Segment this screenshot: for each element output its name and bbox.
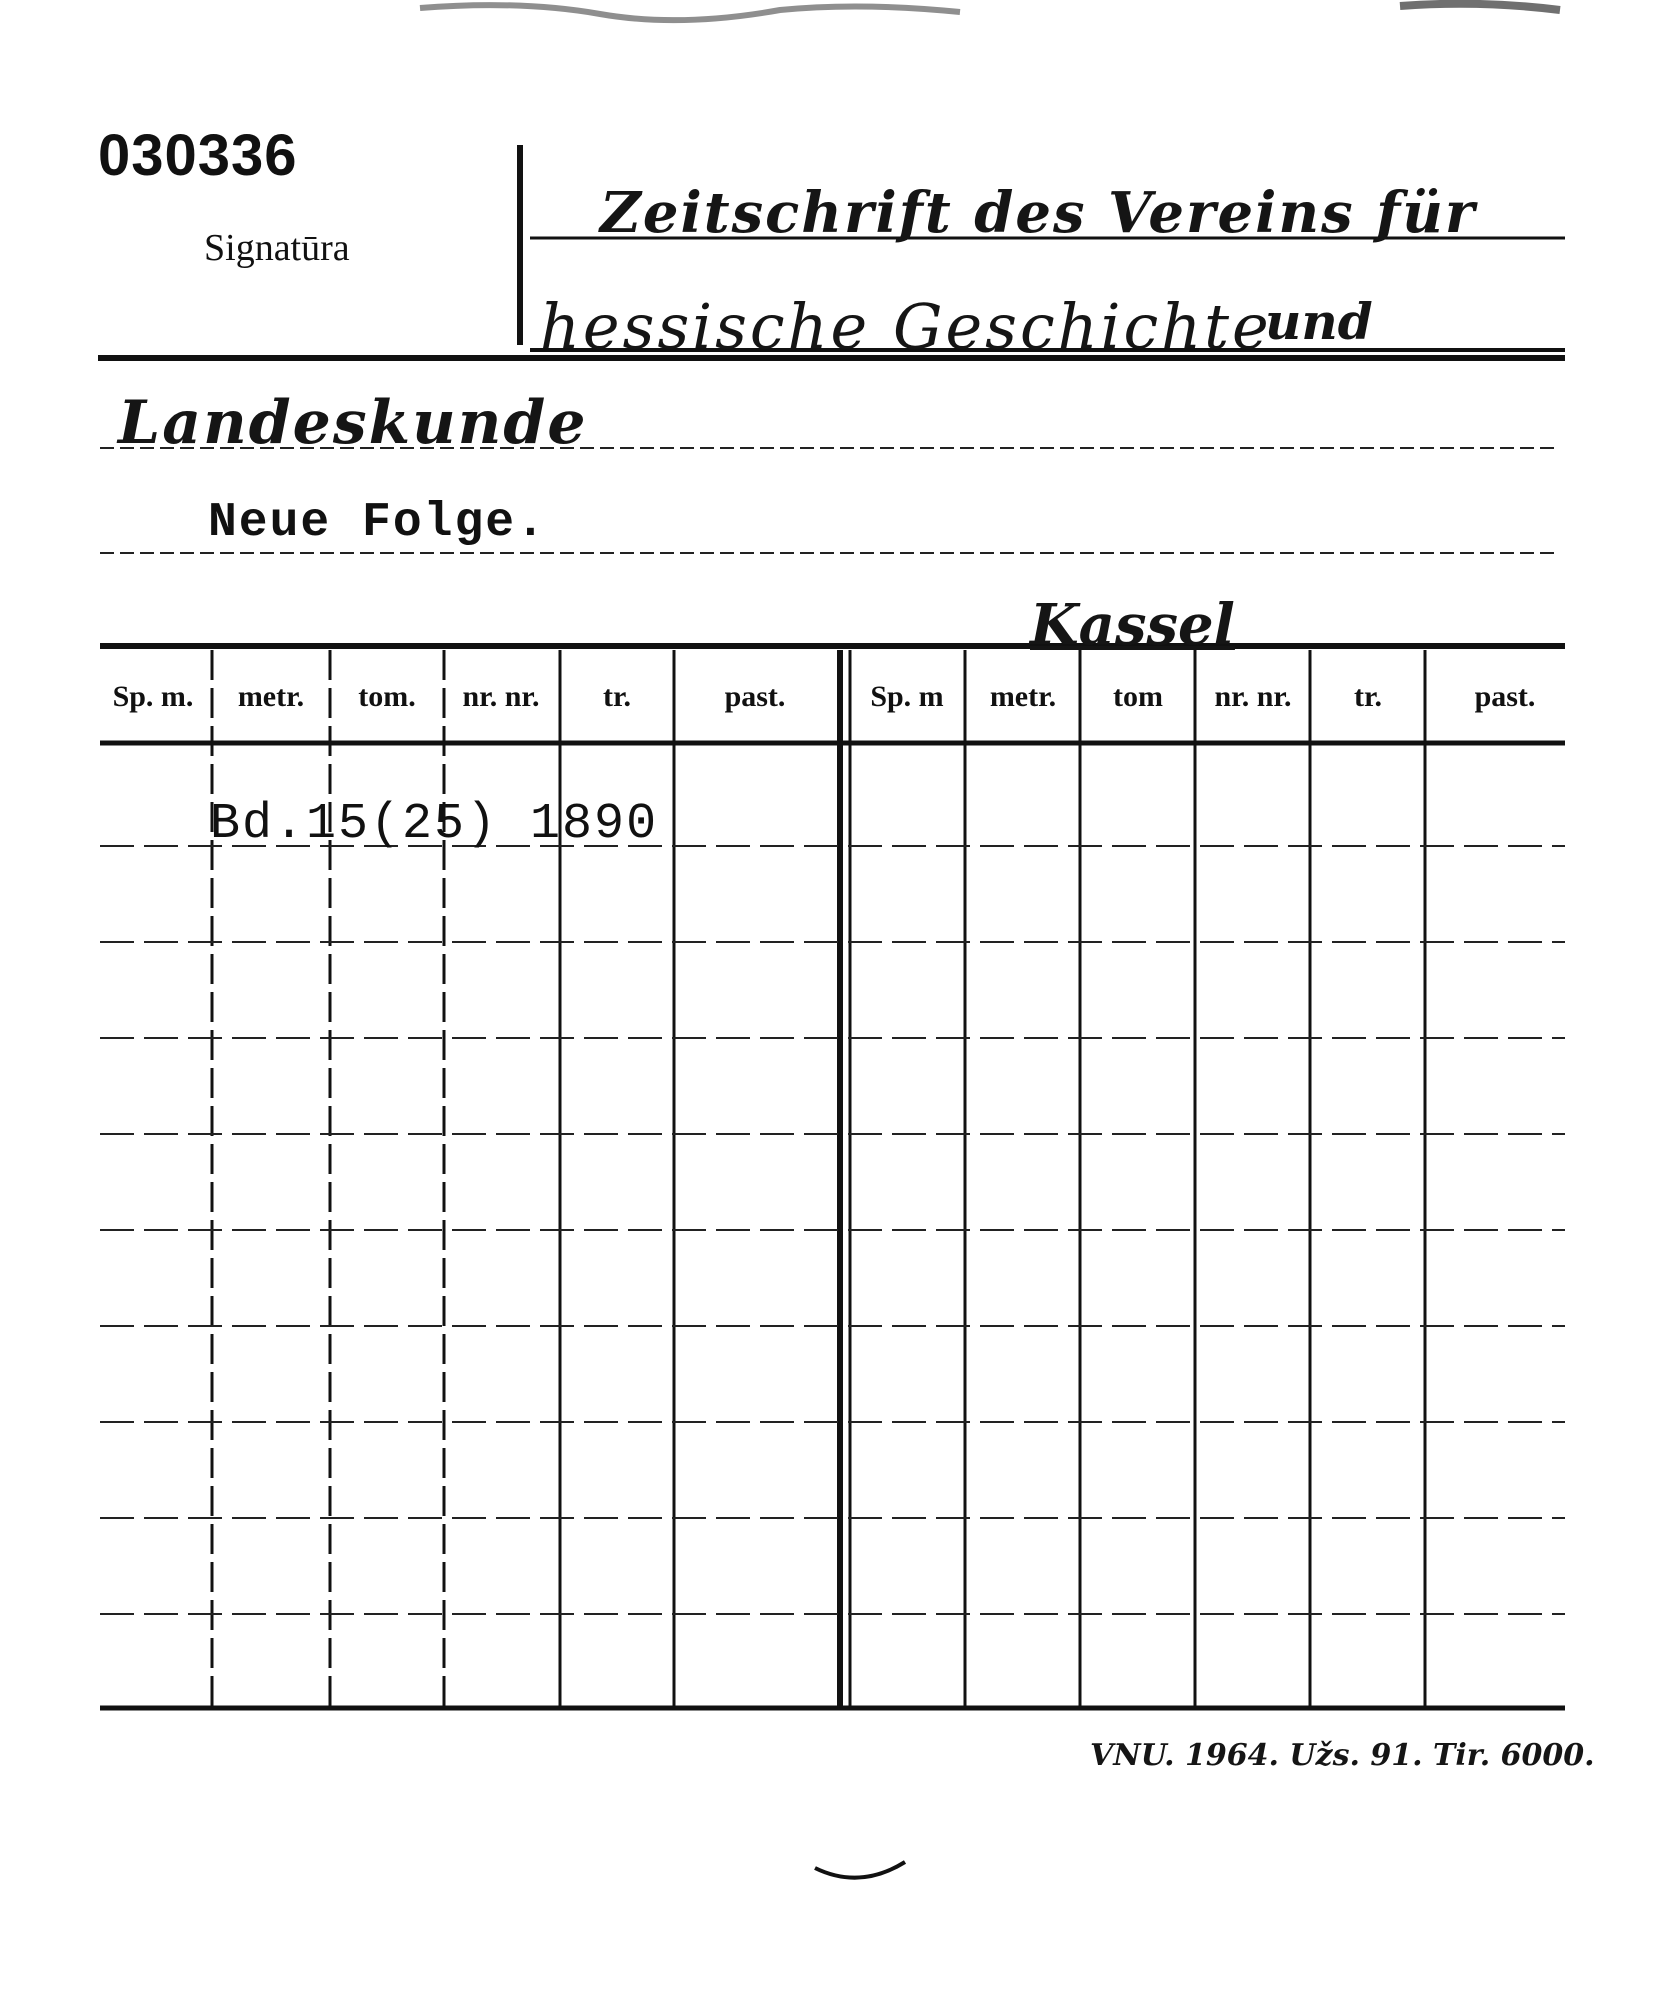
subtitle: Neue Folge. (208, 496, 547, 550)
signature-number: 030336 (98, 123, 298, 188)
header-right-nr-nr: nr. nr. (1214, 680, 1292, 713)
header-right-past: past. (1474, 680, 1536, 713)
header-sp-m: Sp. m. (112, 680, 194, 713)
header-tr: tr. (602, 680, 632, 713)
title-line-2: hessische Geschichte (540, 290, 1272, 363)
header-right-metr: metr. (989, 680, 1057, 713)
holdings-entry: Bd.15(25) 1890 (210, 796, 659, 853)
title-line-1: Zeitschrift des Vereins für (600, 180, 1477, 246)
header-tom: tom. (358, 680, 416, 713)
header-right-tr: tr. (1353, 680, 1383, 713)
print-imprint: VNU. 1964. Užs. 91. Tir. 6000. (1090, 1738, 1595, 1773)
header-right-tom: tom (1113, 680, 1163, 713)
header-metr: metr. (237, 680, 305, 713)
place-of-publication: Kassel (1030, 592, 1235, 658)
header-nr-nr: nr. nr. (462, 680, 540, 713)
header-past: past. (724, 680, 786, 713)
title-line-2-end: und (1265, 292, 1373, 351)
header-right-sp-m: Sp. m (870, 680, 944, 713)
title-line-3: Landeskunde (118, 388, 588, 458)
signature-label: Signatūra (204, 227, 350, 269)
